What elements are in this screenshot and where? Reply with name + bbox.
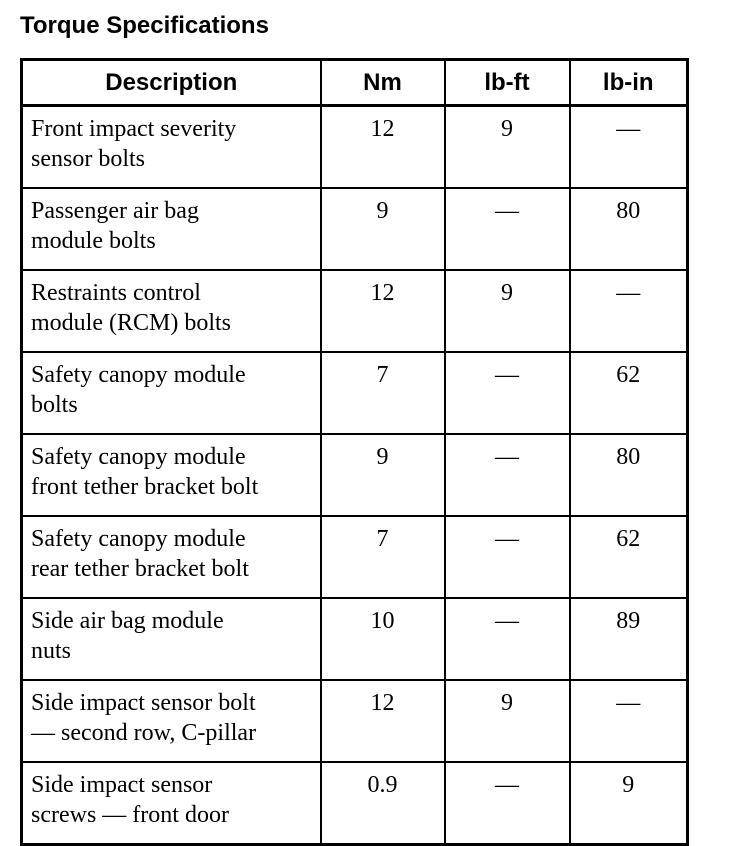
lb-ft-cell: — bbox=[445, 598, 570, 680]
lb-ft-cell: 9 bbox=[445, 680, 570, 762]
description-cell bbox=[22, 598, 321, 680]
table-row bbox=[22, 680, 688, 762]
page-title: Torque Specifications bbox=[20, 12, 269, 39]
lb-ft-cell: — bbox=[445, 352, 570, 434]
table-row bbox=[22, 598, 688, 680]
nm-cell: 9 bbox=[321, 434, 445, 516]
nm-cell: 7 bbox=[321, 516, 445, 598]
description-line: module bolts bbox=[31, 228, 156, 254]
lb-ft-cell: — bbox=[445, 188, 570, 270]
description-line: Side impact sensor bbox=[31, 772, 213, 798]
nm-cell: 12 bbox=[321, 270, 445, 352]
description-line: Restraints control bbox=[31, 280, 201, 306]
nm-cell: 12 bbox=[321, 106, 445, 189]
lb-in-cell: 9 bbox=[570, 762, 688, 845]
table-row bbox=[22, 188, 688, 270]
description-line: screws — front door bbox=[31, 802, 229, 828]
lb-ft-cell: 9 bbox=[445, 106, 570, 189]
lb-in-cell: 89 bbox=[570, 598, 688, 680]
description-line: Safety canopy module bbox=[31, 444, 246, 470]
description-line: Safety canopy module bbox=[31, 362, 246, 388]
nm-cell: 9 bbox=[321, 188, 445, 270]
description-line: Side air bag module bbox=[31, 608, 224, 634]
description-cell bbox=[22, 680, 321, 762]
table-row bbox=[22, 352, 688, 434]
column-header-lb-ft: lb-ft bbox=[445, 60, 570, 106]
nm-cell: 10 bbox=[321, 598, 445, 680]
table-row bbox=[22, 762, 688, 845]
table-row bbox=[22, 434, 688, 516]
lb-in-cell: 62 bbox=[570, 352, 688, 434]
nm-cell: 7 bbox=[321, 352, 445, 434]
lb-in-cell: 62 bbox=[570, 516, 688, 598]
table-header-row bbox=[22, 60, 688, 106]
lb-in-cell: 80 bbox=[570, 434, 688, 516]
description-cell bbox=[22, 516, 321, 598]
nm-cell: 12 bbox=[321, 680, 445, 762]
description-line: bolts bbox=[31, 392, 78, 418]
torque-spec-table bbox=[20, 58, 689, 846]
lb-in-cell: — bbox=[570, 680, 688, 762]
description-line: Front impact severity bbox=[31, 116, 237, 142]
description-cell bbox=[22, 188, 321, 270]
lb-in-cell: — bbox=[570, 106, 688, 189]
column-header-description: Description bbox=[22, 60, 321, 106]
description-line: module (RCM) bolts bbox=[31, 310, 232, 336]
description-line: Safety canopy module bbox=[31, 526, 246, 552]
lb-ft-cell: — bbox=[445, 762, 570, 845]
description-line: Passenger air bag bbox=[31, 198, 199, 224]
lb-ft-cell: 9 bbox=[445, 270, 570, 352]
description-line: nuts bbox=[31, 638, 72, 664]
description-cell bbox=[22, 106, 321, 189]
lb-in-cell: 80 bbox=[570, 188, 688, 270]
description-cell bbox=[22, 434, 321, 516]
lb-ft-cell: — bbox=[445, 516, 570, 598]
nm-cell: 0.9 bbox=[321, 762, 445, 845]
description-line: rear tether bracket bolt bbox=[31, 556, 249, 582]
description-cell bbox=[22, 762, 321, 845]
table-row bbox=[22, 516, 688, 598]
column-header-lb-in: lb-in bbox=[570, 60, 688, 106]
description-line: Side impact sensor bolt bbox=[31, 690, 256, 716]
lb-in-cell: — bbox=[570, 270, 688, 352]
table-row bbox=[22, 106, 688, 189]
table-row bbox=[22, 270, 688, 352]
lb-ft-cell: — bbox=[445, 434, 570, 516]
description-cell bbox=[22, 270, 321, 352]
description-cell bbox=[22, 352, 321, 434]
column-header-nm: Nm bbox=[321, 60, 445, 106]
description-line: — second row, C-pillar bbox=[31, 720, 257, 746]
description-line: sensor bolts bbox=[31, 146, 145, 172]
description-line: front tether bracket bolt bbox=[31, 474, 259, 500]
